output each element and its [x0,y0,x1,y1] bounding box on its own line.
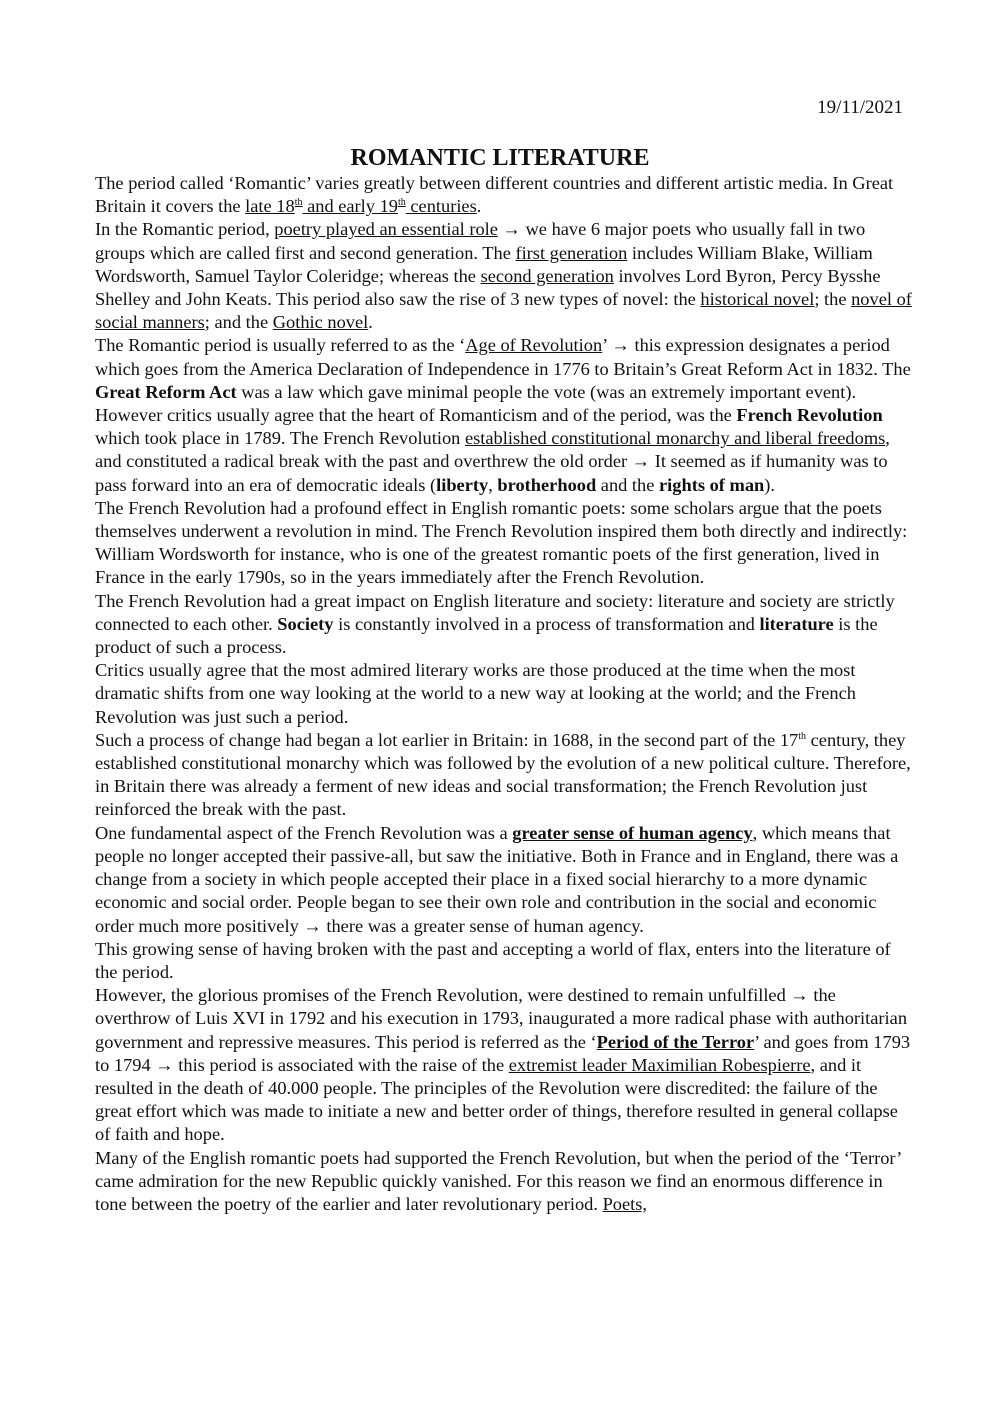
text-run: and the [596,474,660,495]
text-run: Such a process of change had began a lot earlier in Britain: in 1688, in the second part of the 17 [95,729,799,750]
text-run: is the product of such a process. [95,613,878,658]
text-run: century, they established constitutional monarchy which was followed by the evolution of a new political culture. Therefore, in Britain there was already a ferment of new ideas and social transformation; the French Revolution just reinforced the break with the past. [95,729,911,820]
bold-text: Society [277,613,334,634]
underlined-text: second generation [480,265,614,286]
text-run: Many of the English romantic poets had supported the French Revolution, but when the period of the ‘Terror’ came admiration for the new Republic quickly vanished. For this reason we find an enormous difference in tone between the poetry of the earlier and later revolutionary period. [95,1147,901,1214]
underlined-text: novel of social manners [95,289,912,333]
bold-text: rights of man [659,474,765,495]
superscript-text: th [294,197,303,209]
paragraph [95,218,915,334]
text-run: The French Revolution had a great impact on English literature and society: literature and society are strictly connected to each other. [95,590,895,634]
text-run: . [368,312,373,333]
text-run: One fundamental aspect of the French Revolution was a [95,822,513,843]
paragraph [95,497,915,590]
bold-text: French Revolution [736,405,883,426]
paragraph [95,172,915,218]
document-date: 19/11/2021 [817,97,903,118]
paragraph [95,334,915,404]
bold-text: literature [759,613,834,634]
bold-underlined-text: Period of the Terror [596,1031,755,1052]
underlined-text: established constitutional monarchy and liberal freedoms [464,428,886,449]
text-run: → we have 6 major poets who usually fall in two groups which are called first and second generation. The [95,219,866,263]
paragraph [95,659,915,729]
text-run: ). [764,474,775,495]
paragraph [95,729,915,822]
text-run: However, the glorious promises of the French Revolution, were destined to remain unfulfilled → the overthrow of Luis XVI in 1792 and his execution in 1793, inaugurated a more radical phase with authoritarian government and repressive measures. This period is referred as the ‘ [95,985,908,1052]
paragraph [95,1147,915,1217]
text-run: ’ and goes from 1793 to 1794 → this period is associated with the raise of the [95,1031,911,1075]
paragraph [95,938,915,984]
text-run: In the Romantic period, [95,219,275,240]
paragraph [95,590,915,660]
underlined-text: centuries [405,196,477,217]
text-run: , [488,474,498,495]
superscript-text: th [798,730,807,742]
underlined-text: first generation [515,242,628,263]
paragraph [95,984,915,1146]
text-run: includes William Blake, William Wordsworth, Samuel Taylor Coleridge; whereas the [95,242,873,286]
text-run: which took place in 1789. The French Revolution [95,428,465,449]
text-run: However critics usually agree that the heart of Romanticism and of the period, was the [95,405,737,426]
text-run: Critics usually agree that the most admired literary works are those produced at the time when the most dramatic shifts from one way looking at the world to a new way at looking at the world; and the French Revolution was just such a period. [95,660,856,727]
bold-text: Great Reform Act [95,381,237,402]
underlined-text: and early 19 [302,196,398,217]
text-run: . [476,196,482,217]
underlined-text: Poets, [602,1193,648,1214]
text-run: The period called ‘Romantic’ varies greatly between different countries and different artistic media. In Great Britain it covers the [95,173,894,217]
text-run: was a law which gave minimal people the vote (was an extremely important event). [236,381,857,402]
text-run: involves Lord Byron, Percy Bysshe Shelley and John Keats. This period also saw the rise of 3 new types of novel: the [95,265,881,310]
text-run: is constantly involved in a process of transformation and [333,613,760,634]
text-run: This growing sense of having broken with the past and accepting a world of flax, enters into the literature of the period. [95,938,891,982]
text-run: The French Revolution had a profound effect in English romantic poets: some scholars argue that the poets themselves underwent a revolution in mind. The French Revolution inspired them both directly and indirectly: William Wordsworth for instance, who is one of the greatest romantic poets of the first generation, lived in France in the early 1790s, so in the years immediately after the French Revolution. [95,497,908,588]
text-run: The Romantic period is usually referred to as the ‘ [95,335,466,356]
paragraph [95,404,915,497]
bold-text: liberty [436,474,489,495]
text-run: ; the [814,289,852,310]
document-body [95,172,915,1216]
underlined-text: Age of Revolution [465,335,603,356]
text-run: ; and the [204,312,273,333]
text-run: ’ → this expression designates a period which goes from the America Declaration of Independence in 1776 to Britain’s Great Reform Act in 1832. The [95,335,911,379]
text-run: , and constituted a radical break with the past and overthrew the old order → It seemed as if humanity was to pass forward into an era of democratic ideals ( [95,428,890,495]
superscript-text: th [397,197,406,209]
underlined-text: historical novel [700,289,815,310]
underlined-text: Gothic novel [272,312,369,333]
text-run: , and it resulted in the death of 40.000 people. The principles of the Revolution were discredited: the failure of the great effort which was made to initiate a new and better order of things, therefore resulted in general collapse of faith and hope. [95,1054,898,1145]
document-title: ROMANTIC LITERATURE [350,145,650,171]
paragraph [95,822,915,938]
underlined-text: extremist leader Maximilian Robespierre [508,1054,811,1075]
text-run: , which means that people no longer accepted their passive-all, but saw the initiative. Both in France and in England, there was a change from a society in which people accepted their place in a fixed social hierarchy to a more dynamic economic and social order. People began to see their own role and contribution in the social and economic order much more positively → there was a greater sense of human agency. [95,822,899,936]
bold-underlined-text: greater sense of human agency [512,822,753,843]
underlined-text: late 18 [245,196,295,217]
bold-text: brotherhood [497,474,597,495]
underlined-text: poetry played an essential role [274,219,498,240]
